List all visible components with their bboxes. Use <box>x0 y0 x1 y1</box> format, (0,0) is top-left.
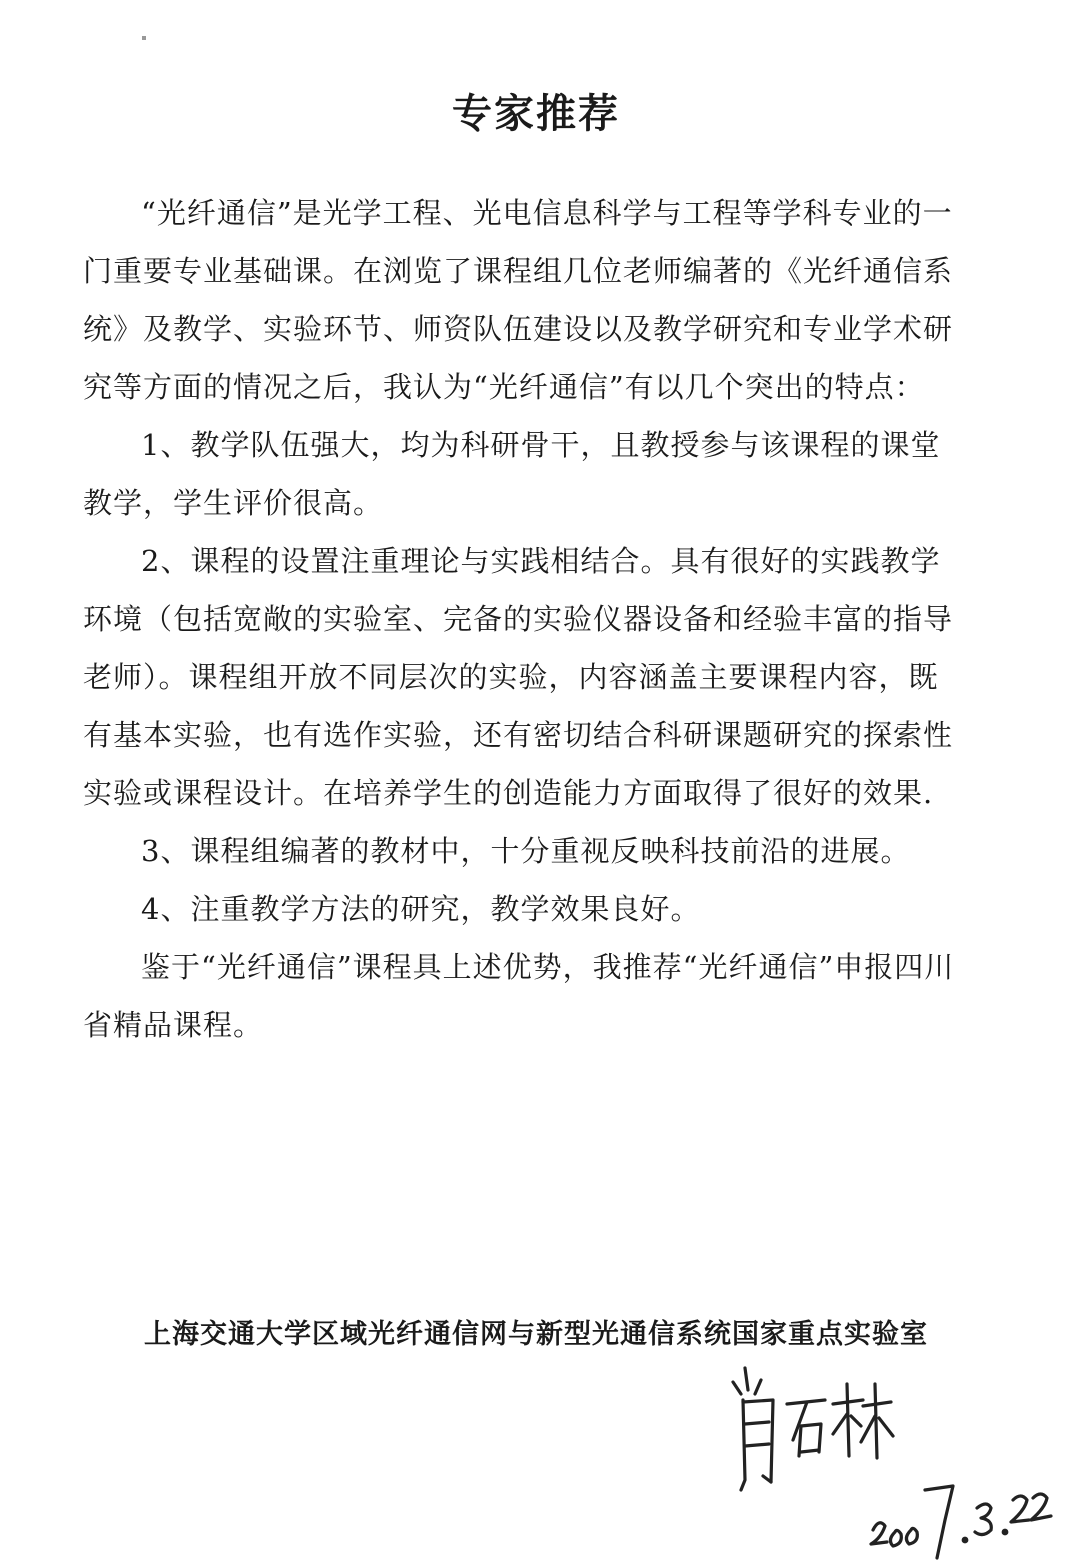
point-3-paragraph: 3、课程组编著的教材中，十分重视反映科技前沿的进展。 <box>141 834 911 868</box>
document-body <box>83 184 963 1054</box>
handwritten-signature <box>715 1360 1060 1560</box>
intro-paragraph: “光纤通信”是光学工程、光电信息科学与工程等学科专业的一门重要专业基础课。在浏览了课程组几位老师编著的《光纤通信系统》及教学、实验环节、师资队伍建设以及教学研究和专业学术研究等方面的情况之后，我认为“光纤通信”有以几个突出的特点： <box>83 196 954 404</box>
point-1-paragraph: 1、教学队伍强大，均为科研骨干，且教授参与该课程的课堂教学，学生评价很高。 <box>83 428 941 520</box>
point-4-paragraph: 4、注重教学方法的研究，教学效果良好。 <box>141 892 701 926</box>
organization-name: 上海交通大学区域光纤通信网与新型光通信系统国家重点实验室 <box>144 1319 928 1350</box>
point-2-paragraph: 2、课程的设置注重理论与实践相结合。具有很好的实践教学环境（包括宽敞的实验室、完备的实验仪器设备和经验丰富的指导老师）。课程组开放不同层次的实验，内容涵盖主要课程内容，既有基本实验，也有选作实验，还有密切结合科研课题研究的探索性实验或课程设计。在培养学生的创造能力方面取得了很好的效果. <box>83 544 954 810</box>
document-title: 专家推荐 <box>452 91 620 137</box>
recommendation-paragraph: 鉴于“光纤通信”课程具上述优势，我推荐“光纤通信”申报四川省精品课程。 <box>83 950 955 1042</box>
scan-speck <box>142 36 146 40</box>
